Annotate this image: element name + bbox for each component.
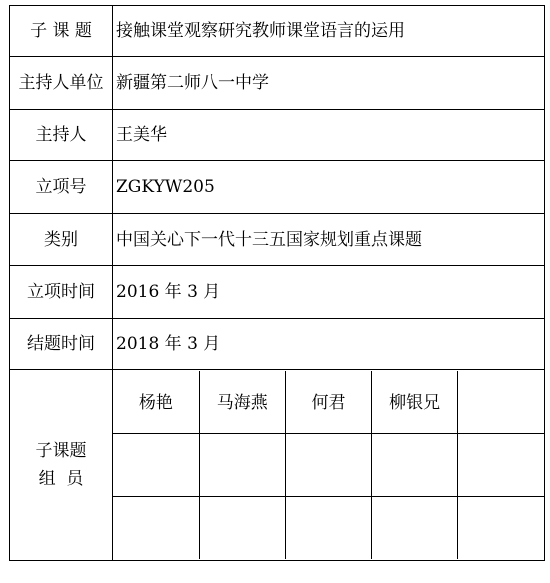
- member-name-cell: 杨艳: [113, 371, 199, 434]
- members-label-line1: 子课题: [35, 441, 87, 461]
- member-empty-cell: [458, 497, 544, 560]
- member-empty-cell: [113, 434, 199, 497]
- category-row: [10, 214, 545, 266]
- members-grid-cell: [113, 370, 545, 561]
- subtopic-label: 子 课 题: [10, 6, 113, 57]
- member-name-cell: [458, 371, 544, 434]
- category-label: 类别: [10, 214, 113, 266]
- members-label: [10, 370, 113, 561]
- end-time-value: 2018 年 3 月: [113, 319, 545, 370]
- member-name-cell: 马海燕: [199, 371, 285, 434]
- subtopic-value: 接触课堂观察研究教师课堂语言的运用: [113, 6, 545, 57]
- member-name-cell: 柳银兄: [372, 371, 458, 434]
- category-value: 中国关心下一代十三五国家规划重点课题: [113, 214, 545, 266]
- host-unit-label: 主持人单位: [10, 57, 113, 110]
- member-name-cell: 何君: [285, 371, 371, 434]
- members-grid: [113, 371, 544, 559]
- member-empty-cell: [113, 497, 199, 560]
- member-empty-row: [113, 497, 544, 560]
- start-time-row: [10, 266, 545, 319]
- project-number-label: 立项号: [10, 161, 113, 214]
- member-empty-cell: [372, 434, 458, 497]
- member-empty-cell: [285, 434, 371, 497]
- host-label: 主持人: [10, 110, 113, 161]
- project-number-value: ZGKYW205: [113, 161, 545, 214]
- subtopic-row: [10, 6, 545, 57]
- member-empty-cell: [285, 497, 371, 560]
- member-empty-cell: [458, 434, 544, 497]
- host-row: [10, 110, 545, 161]
- member-empty-cell: [372, 497, 458, 560]
- host-value: 王美华: [113, 110, 545, 161]
- members-row: [10, 370, 545, 561]
- end-time-row: [10, 319, 545, 370]
- start-time-label: 立项时间: [10, 266, 113, 319]
- host-unit-row: [10, 57, 545, 110]
- start-time-value: 2016 年 3 月: [113, 266, 545, 319]
- member-empty-cell: [199, 434, 285, 497]
- member-names-row: [113, 371, 544, 434]
- end-time-label: 结题时间: [10, 319, 113, 370]
- member-empty-cell: [199, 497, 285, 560]
- project-number-row: [10, 161, 545, 214]
- member-empty-row: [113, 434, 544, 497]
- host-unit-value: 新疆第二师八一中学: [113, 57, 545, 110]
- project-info-table: [9, 5, 545, 561]
- members-label-line2: 组 员: [38, 469, 84, 489]
